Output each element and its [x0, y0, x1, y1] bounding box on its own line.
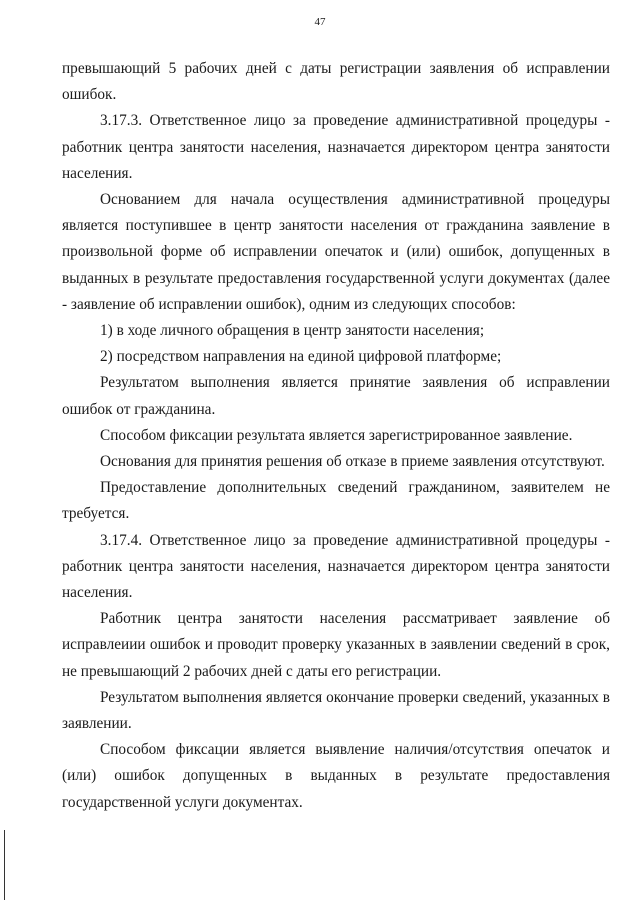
scan-margin-line [4, 830, 5, 900]
paragraph-continuation: превышающий 5 рабочих дней с даты регистрации заявления об исправлении ошибок. [62, 60, 610, 104]
paragraph-additional-info: Предоставление дополнительных сведений гражданином, заявителем не требуется. [62, 479, 610, 523]
paragraph-review-fixation: Способом фиксации является выявление наличия/отсутствия опечаток и (или) ошибок допущенных в выданных в результате предоставления государственной услуги документах. [62, 741, 610, 811]
paragraph-review: Работник центра занятости населения рассматривает заявление об исправлеиии ошибок и проводит проверку указанных в заявлении сведений в срок, не превышающий 2 рабочих дней с даты его регистрации. [62, 610, 610, 680]
document-body [62, 56, 610, 816]
paragraph-refusal-grounds: Основания для принятия решения об отказе в приеме заявления отсутствуют. [100, 453, 605, 471]
paragraph-3-17-3: 3.17.3. Ответственное лицо за проведение административной процедуры - работник центра занятости населения, назначается директором центра занятости населения. [62, 112, 610, 182]
paragraph-result: Результатом выполнения является принятие заявления об исправлении ошибок от гражданина. [62, 374, 610, 418]
page-number: 47 [314, 16, 326, 28]
paragraph-3-17-4: 3.17.4. Ответственное лицо за проведение административной процедуры - работник центра занятости населения, назначается директором центра занятости населения. [62, 531, 610, 602]
paragraph-grounds: Основанием для начала осуществления административной процедуры является поступившее в центр занятости населения от гражданина заявление в произвольной форме об исправлении опечаток и (или) ошибок, допущенных в выданных в результате предоставления государственной услуги документах (далее - заявление об исправлении ошибок), одним из следующих способов: [62, 191, 610, 313]
list-item-2: 2) посредством направления на единой цифровой платформе; [100, 348, 502, 366]
paragraph-fixation: Способом фиксации результата является зарегистрированное заявление. [100, 426, 573, 444]
paragraph-review-result: Результатом выполнения является окончание проверки сведений, указанных в заявлении. [62, 688, 610, 733]
list-item-1: 1) в ходе личного обращения в центр занятости населения; [100, 322, 485, 340]
